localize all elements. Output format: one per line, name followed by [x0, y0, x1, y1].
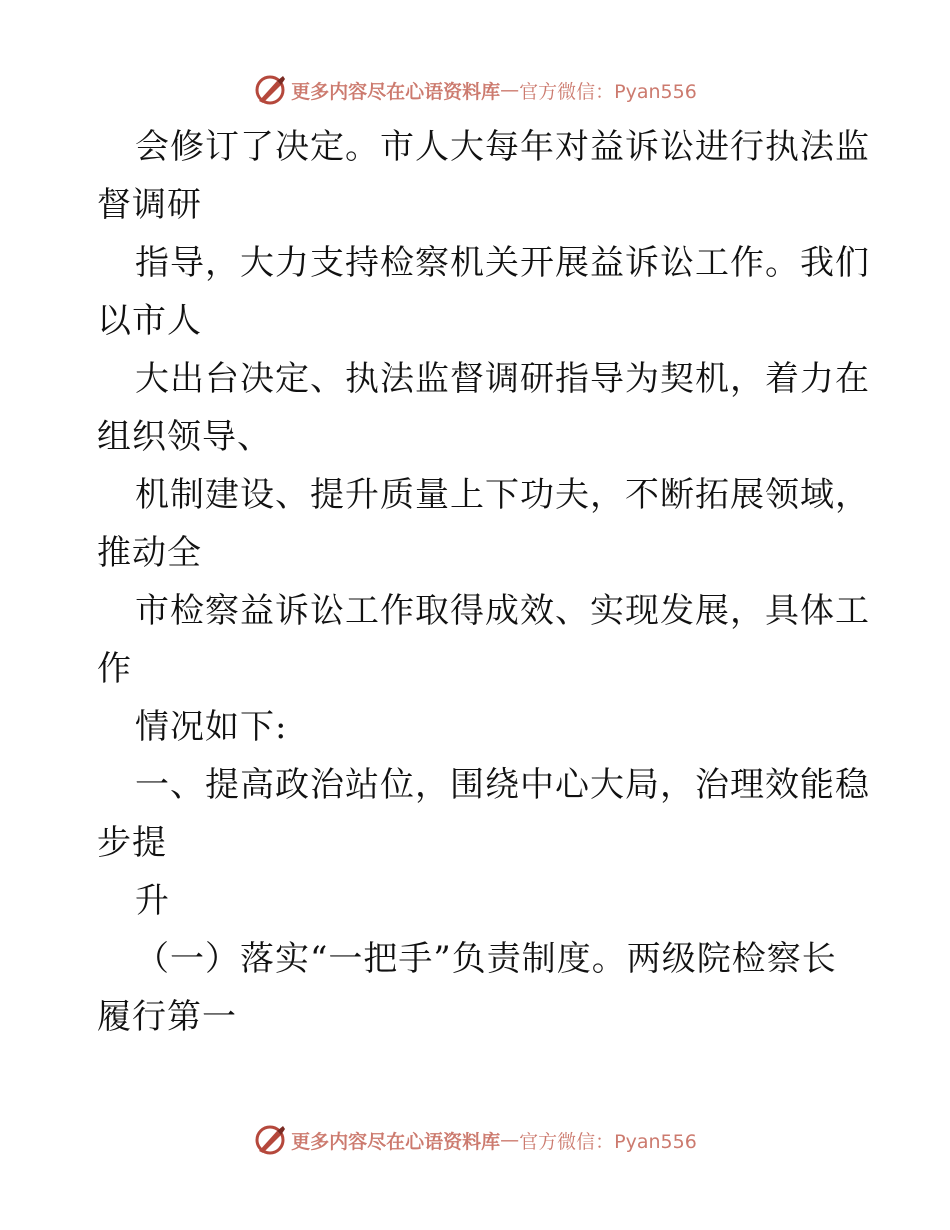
watermark-main-text: 更多内容尽在心语资料库	[291, 1130, 501, 1153]
section-heading-line: 升	[135, 881, 170, 921]
text-line: 督调研	[97, 185, 202, 225]
text-line: 市检察益诉讼工作取得成效、实现发展，具体工	[135, 591, 870, 631]
watermark-sub-text: 官方微信：Pyan556	[519, 80, 697, 103]
watermark-dash: —	[500, 79, 520, 101]
document-body	[97, 118, 870, 1046]
text-line: （一）落实“一把手”负责制度。两级院检察长	[135, 939, 837, 979]
watermark-main-text: 更多内容尽在心语资料库	[291, 80, 501, 103]
section-heading-line: 一、提高政治站位，围绕中心大局，治理效能稳	[135, 765, 870, 805]
section-heading-line: 步提	[97, 823, 167, 863]
pen-logo-icon	[253, 73, 287, 107]
text-line: 指导，大力支持检察机关开展益诉讼工作。我们	[135, 243, 870, 283]
footer-watermark	[0, 1122, 950, 1158]
text-line: 组织领导、	[97, 417, 272, 457]
watermark-sub-text: 官方微信：Pyan556	[519, 1130, 697, 1153]
text-line: 会修订了决定。市人大每年对益诉讼进行执法监	[135, 127, 870, 167]
text-line: 机制建设、提升质量上下功夫，不断拓展领域，	[135, 475, 870, 515]
text-line: 大出台决定、执法监督调研指导为契机，着力在	[135, 359, 870, 399]
text-line: 履行第一	[97, 997, 237, 1037]
header-watermark	[0, 72, 950, 108]
watermark-dash: —	[500, 1129, 520, 1151]
text-line: 作	[97, 649, 132, 689]
text-line: 推动全	[97, 533, 202, 573]
pen-logo-icon	[253, 1123, 287, 1157]
text-line: 以市人	[97, 301, 202, 341]
text-line: 情况如下:	[135, 707, 288, 747]
